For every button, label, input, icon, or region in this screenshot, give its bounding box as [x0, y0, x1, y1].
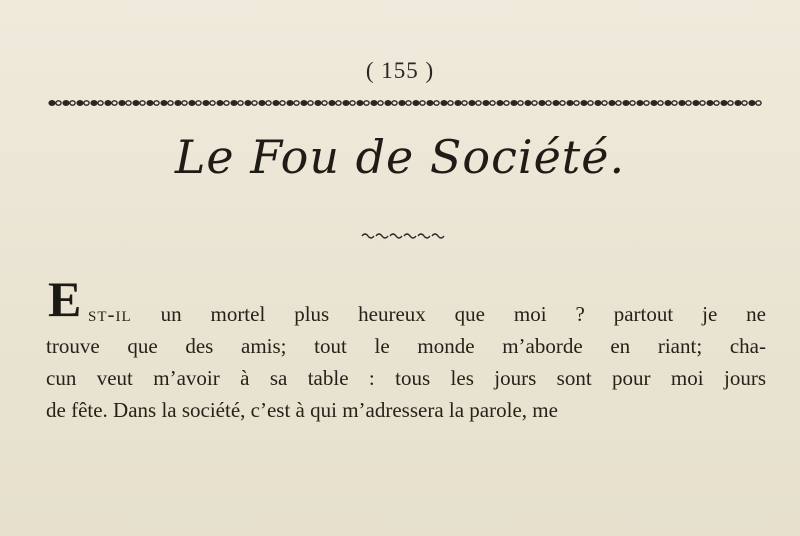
chapter-title: Le Fou de Société.: [174, 130, 626, 184]
text-line-1: [46, 271, 766, 330]
title-ornament: [360, 232, 450, 240]
line1-text: un mortel plus heureux que moi ? partout je ne: [131, 302, 766, 326]
page-number: ( 155 ): [365, 58, 435, 83]
body-paragraph: [46, 271, 766, 426]
text-line-2: trouve que des amis; tout le monde m’aborde en riant; cha-: [46, 334, 766, 358]
text-line-3: cun veut m’avoir à sa table : tous les jours sont pour moi jours: [46, 366, 766, 390]
first-word-rest: st-il: [88, 302, 132, 326]
ornamental-rule: [48, 98, 762, 108]
drop-cap: E: [48, 271, 82, 327]
text-line-4: de fête. Dans la société, c’est à qui m’adressera la parole, me: [46, 398, 558, 422]
